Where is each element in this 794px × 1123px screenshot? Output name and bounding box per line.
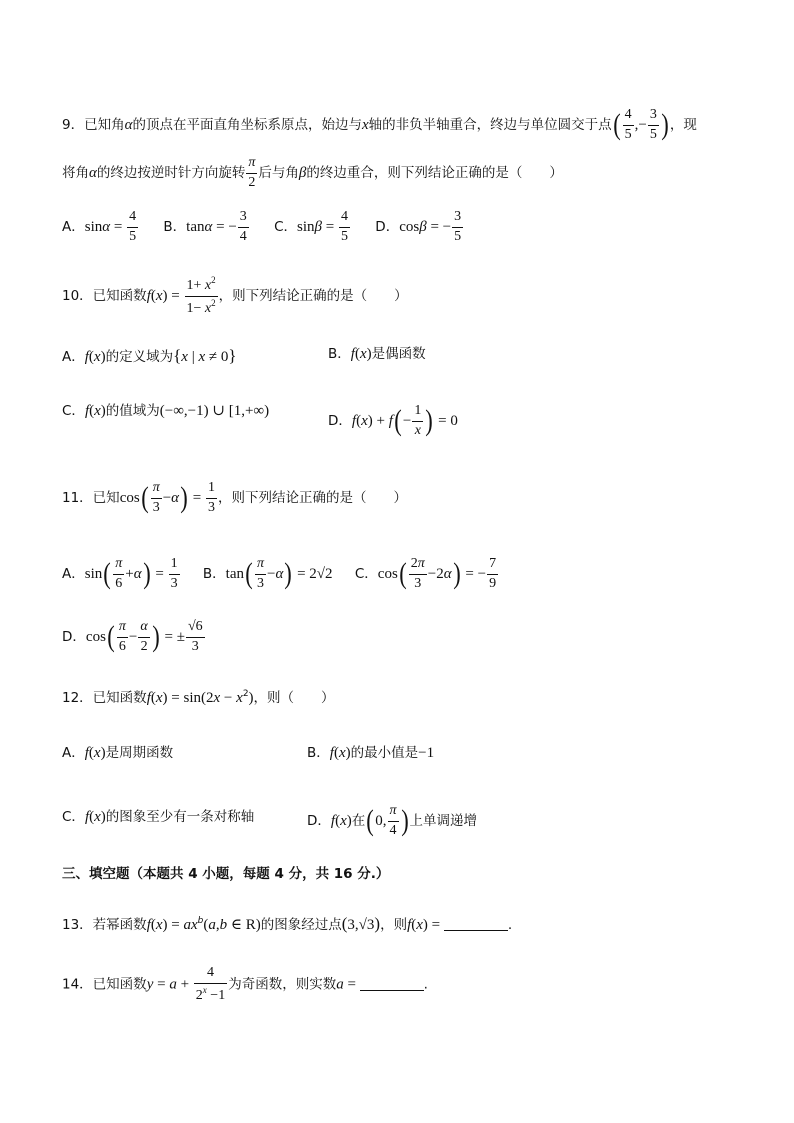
q13-text: .: [507, 917, 513, 933]
q11-text: ，则下列结论正确的是（ ）: [218, 490, 408, 507]
q9-options: [62, 210, 464, 244]
q10-option-a[interactable]: A．f(x)的定义域为{x | x ≠ 0}: [62, 346, 237, 365]
q10-options-row1: [62, 347, 237, 365]
q9-option-b[interactable]: B．tanα = − $\frac{3}{4}$: [163, 209, 247, 244]
q10-text: 10．已知函数: [62, 288, 147, 305]
q9-text: 后与角: [258, 165, 299, 182]
q10-option-b[interactable]: B．f(x)是偶函数: [328, 346, 426, 362]
q12-text: ，则（ ）: [253, 690, 335, 706]
q9-text: 将角: [62, 165, 89, 182]
q11-stem: 11．已知cos( $\frac{\pi}{3}$ −α) = $\frac{1}{3}$ ，则下列结论正确的是（ ）: [62, 480, 408, 515]
q9-option-d[interactable]: D．cosβ = − $\frac{3}{5}$: [375, 209, 462, 244]
q9-text: ，现: [669, 117, 697, 134]
q11-option-d[interactable]: D．cos( $\frac{\pi}{6}$ − $\frac{\alpha}{2}$ ) = ± $\frac{√6}{3}$: [62, 619, 203, 654]
q12-option-a[interactable]: A．f(x)是周期函数: [62, 745, 174, 761]
q11-option-b[interactable]: B．tan( $\frac{\pi}{3}$ −α) = 2√2: [202, 556, 333, 591]
q9-option-c[interactable]: C．sinβ = $\frac{4}{5}$: [274, 209, 348, 244]
q10-text: ，则下列结论正确的是（ ）: [218, 288, 408, 305]
q9-text: 的终边按逆时针方向旋转: [96, 165, 246, 182]
q11-options-row1: [62, 557, 499, 591]
q14-text: 为奇函数，则实数: [228, 976, 337, 993]
q10-option-c[interactable]: C．f(x)的值域为(−∞,−1) ∪ [1,+∞): [62, 403, 270, 419]
q13-text: ，则: [380, 917, 408, 933]
q14-text: .: [423, 976, 428, 993]
q12-text: 12．已知函数: [62, 690, 147, 706]
q9-stem-line1: 9．已知角α的顶点在平面直角坐标系原点，始边与x轴的非负半轴重合，终边与单位圆交于点( $\frac{4}{5}$ ,− $\frac{3}{5}$ )，现: [62, 107, 697, 142]
q9-text: 的终边重合，则下列结论正确的是（ ）: [306, 165, 563, 182]
q9-text: 的顶点在平面直角坐标系原点，始边与: [132, 117, 362, 134]
q12-option-c[interactable]: C．f(x)的图象至少有一条对称轴: [62, 809, 255, 825]
q11-text: 11．已知: [62, 490, 120, 507]
section-title: 三、填空题（本题共 4 小题，每题 4 分，共 16 分.）: [62, 866, 390, 882]
q14-text: 14．已知函数: [62, 976, 147, 993]
q9-stem-line2: 将角α的终边按逆时针方向旋转 $\frac{\pi}{2}$ 后与角β的终边重合，则下列结论正确的是（ ）: [62, 155, 563, 190]
q12-option-d[interactable]: D．f(x)在(0, $\frac{\pi}{4}$ )上单调递增: [307, 803, 478, 838]
q11-option-c[interactable]: C．cos( $\frac{2\pi}{3}$ −2α) = − $\frac{7}{9}$: [354, 556, 497, 591]
q14-stem: 14．已知函数y = a + $\frac{4}{2^x -1}$ 为奇函数，则实数a = .: [62, 965, 428, 1003]
q13-stem: 13．若幂函数$f(x) = ax^b(a,b$ ∈ R)的图象经过点(3,√3)，则f(x) = .: [62, 914, 513, 933]
q12-option-b[interactable]: B．f(x)的最小值是−1: [307, 745, 435, 761]
q10-stem: 10．已知函数f(x) = $\frac{1+ x^2}{1- x^2}$ ，则下列结论正确的是（ ）: [62, 275, 408, 316]
q13-text: 的图象经过点: [260, 917, 342, 933]
q13-answer-blank[interactable]: [444, 930, 508, 931]
q9-text: 轴的非负半轴重合，终边与单位圆交于点: [368, 117, 612, 134]
q11-option-a[interactable]: A．sin( $\frac{\pi}{6}$ +α) = $\frac{1}{3}$: [62, 556, 178, 591]
q14-answer-blank[interactable]: [360, 990, 424, 991]
q10-option-d[interactable]: D．f(x) + f(− $\frac{1}{x}$ ) = 0: [328, 403, 458, 438]
q13-text: 13．若幂函数: [62, 917, 147, 933]
q9-option-a[interactable]: A．sinα = $\frac{4}{5}$: [62, 209, 137, 244]
q12-stem: 12．已知函数$f(x) = \sin(2x - x^2)$，则（ ）: [62, 689, 335, 706]
q9-text: 9．已知角: [62, 117, 125, 134]
